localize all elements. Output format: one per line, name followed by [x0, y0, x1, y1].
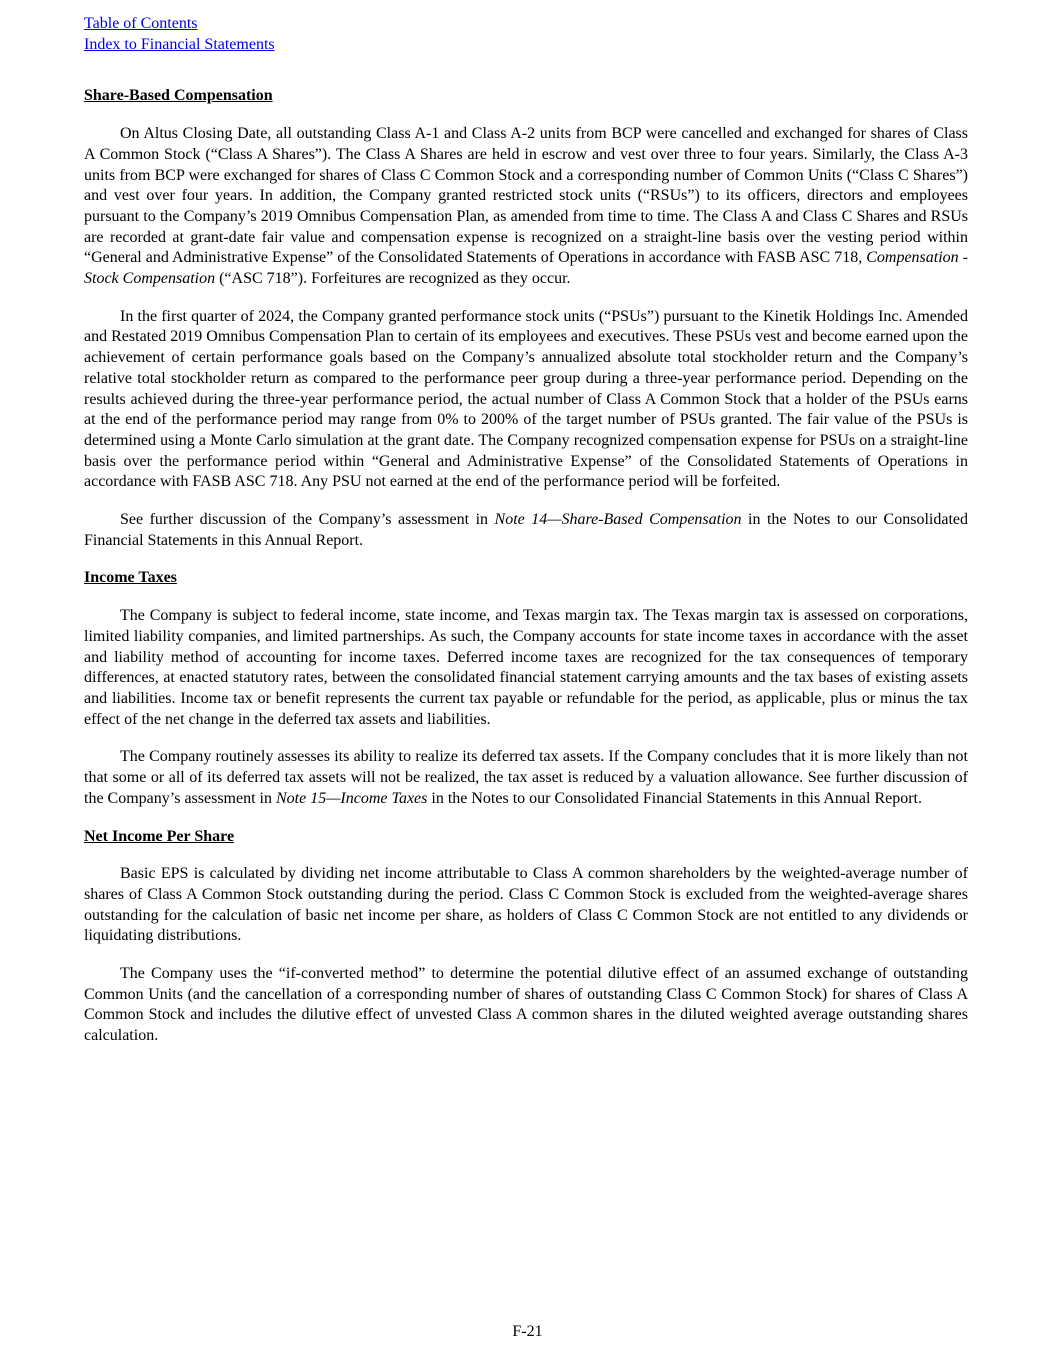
paragraph: The Company routinely assesses its ability to realize its deferred tax assets. If the Company concludes that it is more likely than not that some or all of its deferred tax assets will not be realized, the tax asset is reduced by a valuation allowance. See further discussion of the Company’s assessment in Note 15—Income Taxes in the Notes to our Consolidated Financial Statements in this Annual Report.	[84, 748, 968, 807]
paragraph: In the first quarter of 2024, the Company granted performance stock units (“PSUs”) pursuant to the Kinetik Holdings Inc. Amended and Restated 2019 Omnibus Compensation Plan to certain of its employees and executives. These PSUs vest and become earned upon the achievement of certain performance goals based on the Company’s annualized absolute total stockholder return and the Company’s relative total stockholder return as compared to the performance peer group during a three-year performance period. Depending on the results achieved during the three-year performance period, the actual number of Class A Common Stock that a holder of the PSUs earns at the end of the performance period may range from 0% to 200% of the target number of PSUs granted. The fair value of the PSUs is determined using a Monte Carlo simulation at the grant date. The Company recognized compensation expense for PSUs on a straight-line basis over the performance period within “General and Administrative Expense” of the Consolidated Statements of Operations in accordance with FASB ASC 718. Any PSU not earned at the end of the performance period will be forfeited.	[84, 307, 968, 491]
page-number: F-21	[512, 1323, 543, 1341]
paragraph: Basic EPS is calculated by dividing net income attributable to Class A common shareholders by the weighted-average number of shares of Class A Common Stock outstanding during the period. Class C Common Stock is excluded from the weighted-average shares outstanding for the calculation of basic net income per share, as holders of Class C Common Stock are not entitled to any dividends or liquidating distributions.	[84, 865, 968, 945]
paragraph: See further discussion of the Company’s assessment in Note 14—Share-Based Compensation in the Notes to our Consolidated Financial Statements in this Annual Report.	[84, 511, 968, 549]
section-heading-net-income-per-share: Net Income Per Share	[84, 827, 235, 845]
table-of-contents-link[interactable]: Table of Contents	[84, 15, 198, 32]
header-links	[84, 35, 968, 56]
section-heading-share-based-compensation: Share-Based Compensation	[84, 87, 273, 105]
header-links	[84, 14, 968, 35]
index-to-financial-statements-link[interactable]: Index to Financial Statements	[84, 35, 275, 53]
paragraph: The Company uses the “if-converted method” to determine the potential dilutive effect of an assumed exchange of outstanding Common Units (and the cancellation of a corresponding number of shares of outstanding Class C Common Stock) for shares of Class A Common Stock and includes the dilutive effect of unvested Class A common shares in the diluted weighted average outstanding shares calculation.	[84, 965, 968, 1045]
paragraph: On Altus Closing Date, all outstanding Class A-1 and Class A-2 units from BCP were cancelled and exchanged for shares of Class A Common Stock (“Class A Shares”). The Class A Shares are held in escrow and vest over three to four years. Similarly, the Class A-3 units from BCP were exchanged for shares of Class C Common Stock and a corresponding number of Common Units (“Class C Shares”) and vest over four years. In addition, the Company granted restricted stock units (“RSUs”) to its officers, directors and employees pursuant to the Company’s 2019 Omnibus Compensation Plan, as amended from time to time. The Class A and Class C Shares and RSUs are recorded at grant-date fair value and compensation expense is recognized on a straight-line basis over the vesting period within “General and Administrative Expense” of the Consolidated Statements of Operations in accordance with FASB ASC 718, Compensation - Stock Compensation (“ASC 718”). Forfeitures are recognized as they occur.	[84, 125, 968, 288]
section-heading-income-taxes: Income Taxes	[84, 569, 177, 587]
paragraph: The Company is subject to federal income, state income, and Texas margin tax. The Texas margin tax is assessed on corporations, limited liability companies, and limited partnerships. As such, the Company accounts for state income taxes in accordance with the asset and liability method of accounting for income taxes. Deferred income taxes are recognized for the tax consequences of temporary differences, at enacted statutory rates, between the consolidated financial statement carrying amounts and the tax bases of existing assets and liabilities. Income tax or benefit represents the current tax payable or refundable for the period, as applicable, plus or minus the tax effect of the net change in the deferred tax assets and liabilities.	[84, 607, 968, 728]
